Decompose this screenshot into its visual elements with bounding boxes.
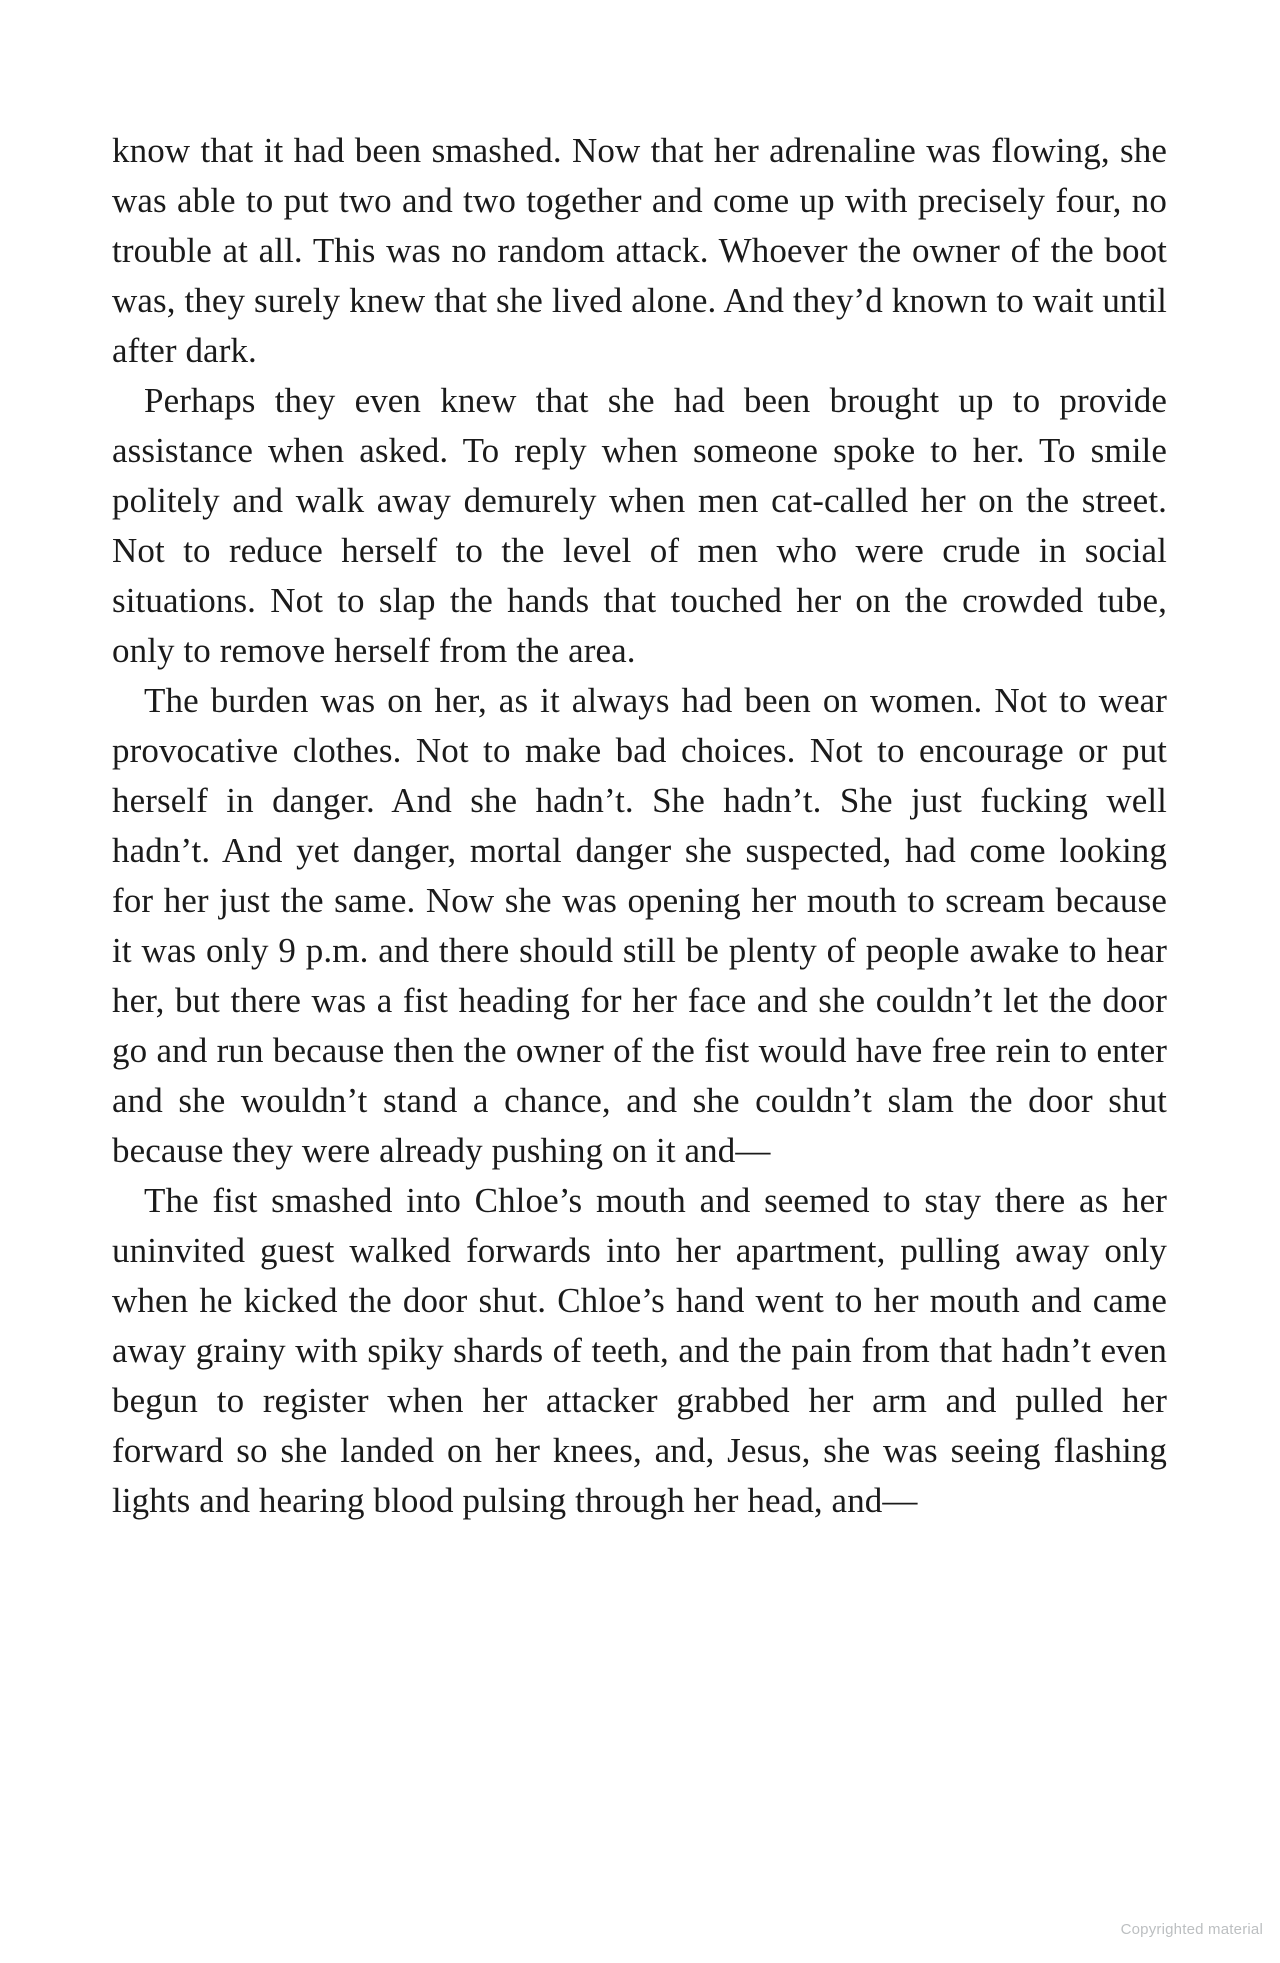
paragraph: The fist smashed into Chloe’s mouth and seemed to stay there as her uninvited guest walked forwards into her apartment, pulling away only when he kicked the door shut. Chloe’s hand went to her mouth and came away grainy with spiky shards of teeth, and the pain from that hadn’t even begun to register when her attacker grabbed her arm and pulled her forward so she landed on her knees, and, Jesus, she was seeing flashing lights and hearing blood pulsing through her head, and—: [112, 1181, 1167, 1520]
paragraph: Perhaps they even knew that she had been brought up to provide assistance when asked. To reply when someone spoke to her. To smile politely and walk away demurely when men cat-called her on the street. Not to reduce herself to the level of men who were crude in social situations. Not to slap the hands that touched her on the crowded tube, only to remove herself from the area.: [112, 381, 1167, 670]
copyright-watermark: Copyrighted material: [1120, 1921, 1263, 1938]
paragraph: The burden was on her, as it always had been on women. Not to wear provocative clothes. Not to make bad choices. Not to encourage or put herself in danger. And she hadn’t. She hadn’t. She just fucking well hadn’t. And yet danger, mortal danger she suspected, had come looking for her just the same. Now she was opening her mouth to scream because it was only 9 p.m. and there should still be plenty of people awake to hear her, but there was a fist heading for her face and she couldn’t let the door go and run because then the owner of the fist would have free rein to enter and she wouldn’t stand a chance, and she couldn’t slam the door shut because they were already pushing on it and—: [112, 681, 1167, 1170]
book-text-block: [112, 126, 1167, 1526]
paragraph: know that it had been smashed. Now that her adrenaline was flowing, she was able to put two and two together and come up with precisely four, no trouble at all. This was no random attack. Whoever the owner of the boot was, they surely knew that she lived alone. And they’d known to wait until after dark.: [112, 131, 1167, 370]
